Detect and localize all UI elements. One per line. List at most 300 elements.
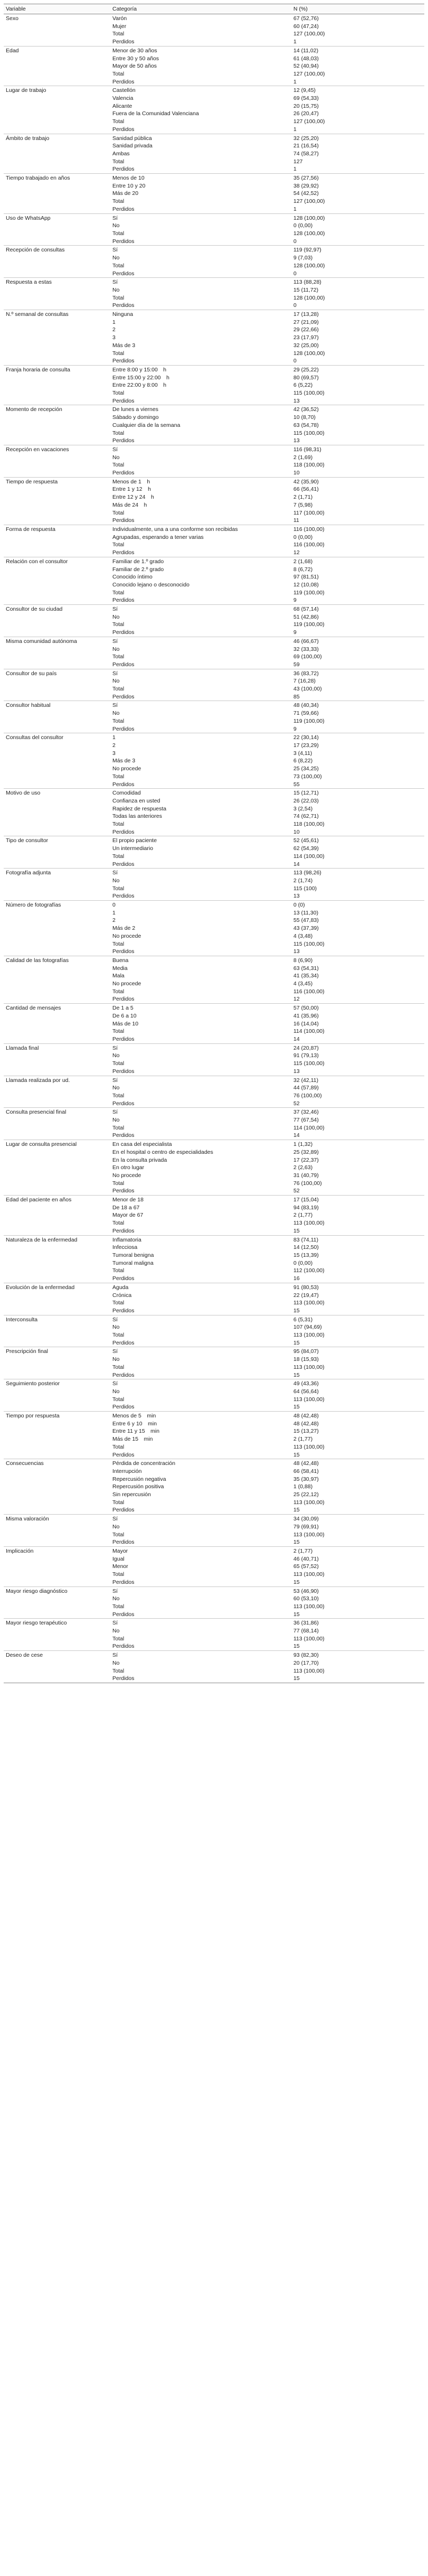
variable-cell-empty: [4, 1012, 110, 1020]
category-cell: Total: [112, 1267, 125, 1274]
table-row: [4, 1515, 424, 1523]
variable-cell-empty: [4, 1227, 110, 1235]
count-cell: 66 (56,41): [293, 486, 319, 493]
count-cell: 16 (14,04): [293, 1020, 319, 1027]
variable-cell: Llamada final: [4, 1043, 110, 1052]
category-cell: Total: [112, 1499, 125, 1506]
category-cell: Perdidos: [112, 1539, 135, 1546]
table-row: [4, 813, 424, 820]
table-row: [4, 1204, 424, 1212]
count-cell: 83 (74,11): [291, 1235, 424, 1244]
count-cell: 29 (25,22): [291, 365, 424, 374]
count-cell: 4 (3,48): [293, 932, 313, 939]
count-cell: 116 (100,00): [291, 525, 424, 534]
count-cell: 128 (100,00): [291, 213, 424, 222]
count-cell: 113 (100,00): [293, 1603, 325, 1610]
category-cell: Perdidos: [112, 1404, 135, 1411]
table-row: [4, 820, 424, 828]
variable-cell-empty: [4, 781, 110, 789]
table-row: [4, 319, 424, 326]
table-row: [4, 1491, 424, 1499]
category-cell: Menos de 1 h: [110, 477, 291, 486]
variable-cell-empty: [4, 1244, 110, 1252]
table-row: [4, 1252, 424, 1259]
variable-cell-empty: [4, 461, 110, 469]
category-cell: Perdidos: [112, 1275, 135, 1282]
category-cell: Familiar de 2.º grado: [112, 566, 164, 573]
variable-cell-empty: [4, 302, 110, 310]
count-cell: 13: [293, 893, 300, 900]
table-row: [4, 980, 424, 988]
category-cell: Igual: [112, 1555, 125, 1562]
table-row: [4, 892, 424, 900]
variable-cell: Consultas del consultor: [4, 733, 110, 742]
variable-cell: Misma valoración: [4, 1515, 110, 1523]
count-cell: 9 (7,03): [293, 255, 313, 262]
count-cell: 12: [293, 549, 300, 556]
count-cell: 91 (79,13): [293, 1052, 319, 1059]
table-row: [4, 1642, 424, 1650]
table-row: [4, 1164, 424, 1172]
table-row: [4, 1396, 424, 1404]
variable-cell-empty: [4, 877, 110, 885]
category-cell: En otro lugar: [112, 1164, 145, 1171]
table-row: [4, 1523, 424, 1531]
table-row: [4, 1435, 424, 1443]
table-row: [4, 1092, 424, 1100]
variable-cell: Interconsulta: [4, 1315, 110, 1323]
variable-cell-empty: [4, 621, 110, 629]
table-row: [4, 836, 424, 845]
variable-cell-empty: [4, 757, 110, 765]
variable-cell-empty: [4, 469, 110, 477]
count-cell: 41 (35,34): [293, 973, 319, 979]
count-cell: 1: [293, 206, 297, 212]
count-cell: 36 (83,72): [291, 669, 424, 677]
variable-cell-empty: [4, 1299, 110, 1307]
table-row: [4, 932, 424, 940]
category-cell: Sí: [110, 1347, 291, 1356]
variable-cell-empty: [4, 909, 110, 917]
table-row: [4, 174, 424, 182]
variable-cell: Ámbito de trabajo: [4, 134, 110, 142]
table-row: [4, 350, 424, 358]
table-row: [4, 246, 424, 254]
category-cell: Conocido íntimo: [112, 574, 153, 581]
count-cell: 76 (100,00): [293, 1092, 322, 1099]
variable-cell-empty: [4, 581, 110, 589]
count-cell: 2 (1,71): [293, 494, 313, 501]
variable-cell-empty: [4, 414, 110, 422]
count-cell: 69 (54,33): [293, 95, 319, 102]
category-cell: Más de 3: [112, 758, 136, 764]
table-row: [4, 126, 424, 134]
variable-cell-empty: [4, 430, 110, 437]
variable-cell-empty: [4, 1468, 110, 1476]
variable-cell-empty: [4, 158, 110, 166]
table-row: [4, 486, 424, 493]
count-cell: 12 (10,08): [293, 581, 319, 588]
table-row: [4, 1476, 424, 1483]
header-variable: Variable: [4, 4, 110, 14]
category-cell: Familiar de 1.º grado: [110, 557, 291, 565]
category-cell: Individualmente, una a una conforme son recibidas: [110, 525, 291, 534]
count-cell: 128 (100,00): [293, 230, 325, 237]
category-cell: Perdidos: [112, 828, 135, 835]
count-cell: 25 (34,25): [293, 766, 319, 772]
count-cell: 32 (25,20): [291, 134, 424, 142]
count-cell: 114 (100,00): [293, 1124, 325, 1131]
count-cell: 65 (57,52): [293, 1563, 319, 1570]
count-cell: 9: [293, 725, 297, 732]
count-cell: 9: [293, 629, 297, 636]
header-category: Categoría: [110, 4, 291, 14]
count-cell: 0: [293, 302, 297, 309]
variable-cell-empty: [4, 342, 110, 350]
category-cell: Total: [112, 717, 125, 724]
category-cell: Ambas: [112, 150, 130, 157]
category-cell: Perdidos: [112, 629, 135, 636]
variable-cell-empty: [4, 661, 110, 669]
category-cell: Perdidos: [112, 1579, 135, 1585]
table-row: [4, 1331, 424, 1339]
count-cell: 15 (13,39): [293, 1252, 319, 1258]
category-cell: Perdidos: [112, 725, 135, 732]
table-row: [4, 629, 424, 637]
category-cell: Menor: [112, 1563, 128, 1570]
count-cell: 69 (100,00): [293, 654, 322, 660]
table-row: [4, 294, 424, 302]
table-row: [4, 230, 424, 238]
variable-cell-empty: [4, 1356, 110, 1364]
variable-cell-empty: [4, 885, 110, 893]
variable-cell-empty: [4, 238, 110, 246]
variable-cell-empty: [4, 270, 110, 278]
variable-cell-empty: [4, 1403, 110, 1411]
variable-cell-empty: [4, 1635, 110, 1643]
count-cell: 35 (30,97): [293, 1476, 319, 1482]
count-cell: 73 (100,00): [293, 773, 322, 780]
category-cell: Fuera de la Comunidad Valenciana: [112, 110, 199, 117]
variable-cell-empty: [4, 972, 110, 980]
category-cell: Pérdida de concentración: [110, 1459, 291, 1468]
count-cell: 116 (100,00): [293, 542, 325, 548]
category-cell: Sí: [110, 605, 291, 613]
category-cell: Mala: [112, 973, 125, 979]
category-cell: Total: [112, 262, 125, 269]
count-cell: 91 (80,53): [291, 1283, 424, 1291]
table-row: [4, 213, 424, 222]
count-cell: 32 (25,00): [293, 342, 319, 349]
variable-cell: Edad del paciente en años: [4, 1196, 110, 1204]
count-cell: 76 (100,00): [293, 1180, 322, 1187]
count-cell: 77 (67,54): [293, 1117, 319, 1124]
variable-cell-empty: [4, 1124, 110, 1132]
table-row: [4, 773, 424, 781]
variable-cell: Naturaleza de la enfermedad: [4, 1235, 110, 1244]
table-row: [4, 1538, 424, 1546]
variable-cell-empty: [4, 1563, 110, 1571]
category-cell: Mayor: [110, 1547, 291, 1555]
category-cell: Total: [112, 1531, 125, 1538]
table-row: [4, 1235, 424, 1244]
variable-cell: Recepción de consultas: [4, 246, 110, 254]
table-row: [4, 1603, 424, 1611]
category-cell: Buena: [110, 956, 291, 964]
category-cell: Perdidos: [112, 470, 135, 477]
variable-cell-empty: [4, 262, 110, 270]
table-row: [4, 1427, 424, 1435]
variable-cell-empty: [4, 70, 110, 78]
category-cell: En la consulta privada: [112, 1156, 167, 1163]
table-row: [4, 757, 424, 765]
variable-cell-empty: [4, 677, 110, 685]
count-cell: 0 (0): [291, 901, 424, 909]
category-cell: Total: [112, 621, 125, 628]
table-row: [4, 669, 424, 677]
table-row: [4, 805, 424, 813]
variable-cell-empty: [4, 1435, 110, 1443]
category-cell: Perdidos: [112, 78, 135, 85]
table-row: [4, 1468, 424, 1476]
category-cell: Perdidos: [112, 1643, 135, 1650]
table-row: [4, 422, 424, 430]
category-cell: Perdidos: [112, 1036, 135, 1042]
count-cell: 14 (11,02): [291, 46, 424, 54]
count-cell: 15: [293, 1307, 300, 1314]
table-row: [4, 717, 424, 725]
count-cell: 48 (42,48): [293, 1420, 319, 1427]
count-cell: 15: [293, 1227, 300, 1234]
variable-cell-empty: [4, 549, 110, 557]
table-row: [4, 1267, 424, 1275]
count-cell: 22 (30,14): [291, 733, 424, 742]
category-cell: Sí: [110, 1379, 291, 1388]
category-cell: Entre 8:00 y 15:00 h: [110, 365, 291, 374]
category-cell: No: [112, 1052, 120, 1059]
variable-cell-empty: [4, 486, 110, 493]
category-cell: Total: [112, 158, 125, 165]
category-cell: Conocido lejano o desconocido: [112, 581, 189, 588]
category-cell: Total: [112, 1028, 125, 1035]
count-cell: 23 (17,97): [293, 334, 319, 341]
variable-cell-empty: [4, 1028, 110, 1035]
variable-cell-empty: [4, 1219, 110, 1227]
variable-cell: Misma comunidad autónoma: [4, 637, 110, 645]
table-row: [4, 1635, 424, 1643]
count-cell: 35 (27,56): [291, 174, 424, 182]
variable-cell-empty: [4, 765, 110, 773]
table-row: [4, 1595, 424, 1603]
category-cell: No: [112, 454, 120, 461]
count-cell: 18 (15,93): [293, 1356, 319, 1363]
category-cell: Entre 6 y 10 min: [112, 1420, 157, 1427]
table-row: [4, 134, 424, 142]
table-row: [4, 1555, 424, 1563]
count-cell: 44 (57,89): [293, 1085, 319, 1091]
count-cell: 113 (100,00): [293, 1300, 325, 1306]
category-cell: 1: [112, 909, 116, 916]
table-row: [4, 781, 424, 789]
variable-cell-empty: [4, 1427, 110, 1435]
variable-cell-empty: [4, 1323, 110, 1331]
category-cell: Perdidos: [112, 1132, 135, 1139]
category-cell: Sin repercusión: [112, 1491, 151, 1498]
table-row: [4, 142, 424, 150]
category-cell: Perdidos: [112, 781, 135, 788]
variable-cell-empty: [4, 1172, 110, 1180]
category-cell: Sí: [110, 1076, 291, 1084]
variable-cell: Momento de recepción: [4, 405, 110, 414]
category-cell: Mayor de 67: [112, 1212, 144, 1219]
table-row: [4, 637, 424, 645]
variable-cell-empty: [4, 126, 110, 134]
variable-cell-empty: [4, 693, 110, 701]
variable-cell-empty: [4, 254, 110, 262]
count-cell: 4 (3,45): [293, 981, 313, 987]
category-cell: Perdidos: [112, 1611, 135, 1618]
count-cell: 17 (13,28): [291, 310, 424, 319]
count-cell: 21 (16,54): [293, 143, 319, 150]
variable-cell: Tiempo de respuesta: [4, 477, 110, 486]
variable-cell-empty: [4, 62, 110, 70]
category-cell: Perdidos: [112, 358, 135, 365]
variable-cell-empty: [4, 1420, 110, 1428]
category-cell: Entre 1 y 12 h: [112, 486, 151, 493]
table-row: [4, 1307, 424, 1315]
variable-cell-empty: [4, 1642, 110, 1650]
category-cell: Perdidos: [112, 549, 135, 556]
count-cell: 32 (33,33): [293, 646, 319, 652]
variable-cell-empty: [4, 38, 110, 46]
count-cell: 60 (53,10): [293, 1595, 319, 1602]
count-cell: 48 (42,48): [291, 1412, 424, 1420]
variable-cell-empty: [4, 932, 110, 940]
count-cell: 52: [293, 1100, 300, 1107]
variable-cell-empty: [4, 995, 110, 1003]
category-cell: Total: [112, 230, 125, 237]
count-cell: 95 (84,07): [291, 1347, 424, 1356]
count-cell: 127 (100,00): [293, 31, 325, 38]
table-row: [4, 182, 424, 190]
category-cell: Total: [112, 654, 125, 660]
count-cell: 79 (69,91): [293, 1523, 319, 1530]
table-row: [4, 517, 424, 525]
table-row: [4, 549, 424, 557]
variable-cell-empty: [4, 501, 110, 509]
count-cell: 115 (100,00): [293, 390, 325, 397]
variable-cell-empty: [4, 925, 110, 932]
variable-cell-empty: [4, 509, 110, 517]
table-row: [4, 765, 424, 773]
variable-cell-empty: [4, 892, 110, 900]
variable-cell-empty: [4, 389, 110, 397]
table-row: [4, 55, 424, 63]
category-cell: Total: [112, 686, 125, 693]
count-cell: 26 (22,03): [293, 797, 319, 804]
variable-cell-empty: [4, 653, 110, 661]
count-cell: 20 (15,75): [293, 102, 319, 109]
count-cell: 13: [293, 437, 300, 444]
table-row: [4, 62, 424, 70]
variable-cell-empty: [4, 1483, 110, 1491]
table-row: [4, 334, 424, 342]
variable-cell-empty: [4, 1149, 110, 1156]
category-cell: Total: [112, 542, 125, 548]
category-cell: Total: [112, 1220, 125, 1227]
category-cell: Cualquier día de la semana: [112, 422, 180, 428]
table-row: [4, 1356, 424, 1364]
category-cell: Sí: [110, 1515, 291, 1523]
count-cell: 2 (1,74): [293, 877, 313, 884]
category-cell: Sí: [110, 637, 291, 645]
category-cell: Sanidad pública: [110, 134, 291, 142]
variable-cell-empty: [4, 940, 110, 948]
variable-cell-empty: [4, 493, 110, 501]
table-row: [4, 677, 424, 685]
variable-cell-empty: [4, 1364, 110, 1371]
count-cell: 119 (100,00): [293, 717, 325, 724]
table-row: [4, 1108, 424, 1116]
variable-cell-empty: [4, 1491, 110, 1499]
variable-cell: Fotografía adjunta: [4, 869, 110, 877]
variable-cell-empty: [4, 1211, 110, 1219]
variable-cell: Consultor de su ciudad: [4, 605, 110, 613]
variable-cell-empty: [4, 1092, 110, 1100]
count-cell: 42 (35,90): [291, 477, 424, 486]
table-row: [4, 95, 424, 102]
category-cell: Tumoral maligna: [112, 1259, 154, 1266]
table-row: [4, 1211, 424, 1219]
category-cell: Crónica: [112, 1292, 132, 1299]
table-row: [4, 365, 424, 374]
table-row: [4, 1420, 424, 1428]
table-row: [4, 1315, 424, 1323]
variable-cell-empty: [4, 773, 110, 781]
variable-cell-empty: [4, 1667, 110, 1675]
category-cell: Perdidos: [112, 1100, 135, 1107]
category-cell: Sábado y domingo: [112, 414, 159, 421]
count-cell: 1: [293, 39, 297, 45]
count-cell: 17 (15,04): [291, 1196, 424, 1204]
table-row: [4, 1292, 424, 1300]
count-cell: 16: [293, 1275, 300, 1282]
variable-cell-empty: [4, 965, 110, 973]
table-row: [4, 972, 424, 980]
table-row: [4, 853, 424, 861]
count-cell: 128 (100,00): [293, 262, 325, 269]
count-cell: 115 (100,00): [293, 940, 325, 947]
category-cell: Entre 11 y 15 min: [112, 1428, 160, 1435]
category-cell: Total: [112, 1092, 125, 1099]
count-cell: 64 (56,64): [293, 1388, 319, 1395]
variable-cell-empty: [4, 828, 110, 836]
count-cell: 15: [293, 1643, 300, 1650]
table-row: [4, 861, 424, 869]
table-row: [4, 342, 424, 350]
count-cell: 49 (43,36): [291, 1379, 424, 1388]
variable-cell: Lugar de trabajo: [4, 86, 110, 95]
variable-cell-empty: [4, 1187, 110, 1195]
category-cell: No: [112, 1659, 120, 1666]
variable-cell: Sexo: [4, 14, 110, 23]
table-row: [4, 965, 424, 973]
category-cell: Total: [112, 1364, 125, 1370]
table-row: [4, 956, 424, 964]
table-row: [4, 1627, 424, 1635]
count-cell: 57 (50,00): [291, 1004, 424, 1012]
category-cell: Perdidos: [112, 397, 135, 404]
